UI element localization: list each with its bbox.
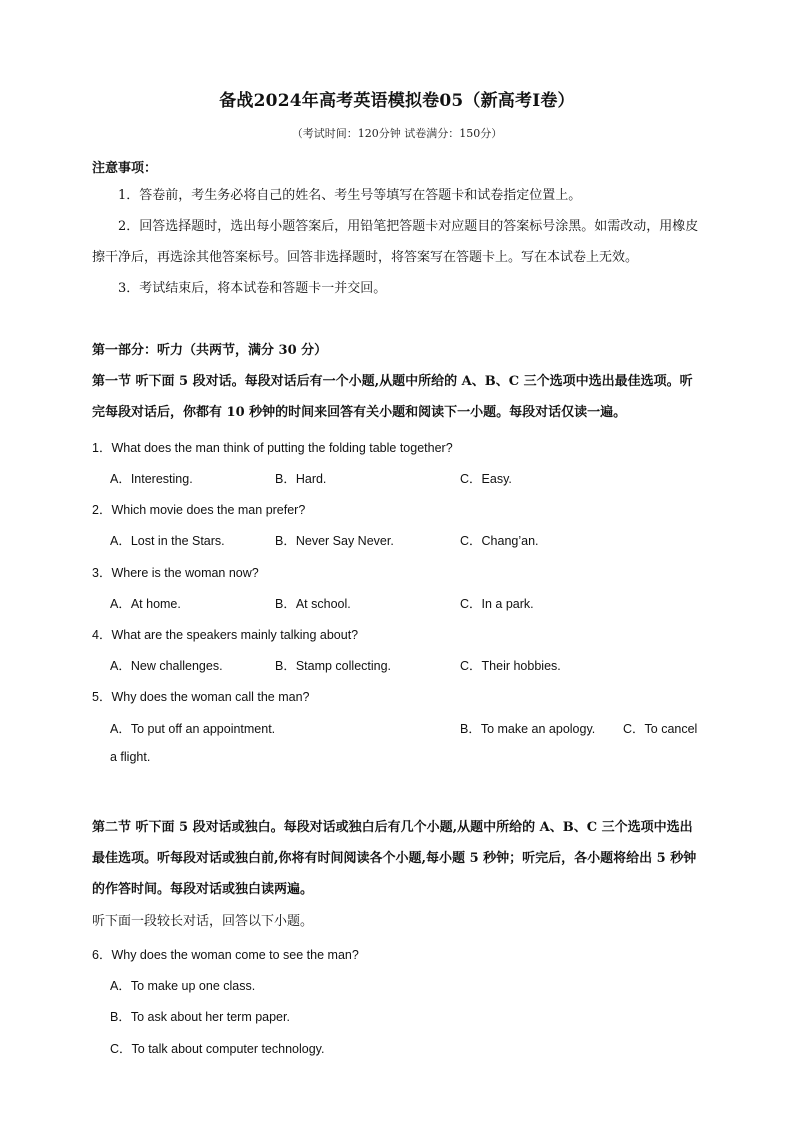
q6-option-b[interactable]: B．To ask about her term paper.: [110, 1010, 290, 1024]
notes-heading: 注意事项：: [92, 161, 158, 176]
q4-option-b[interactable]: B．Stamp collecting.: [275, 659, 392, 673]
question-3: 3．Where is the woman now?: [92, 566, 259, 580]
note-item-3: 3．考试结束后，将本试卷和答题卡一并交回。: [118, 281, 387, 296]
q2-option-b[interactable]: B．Never Say Never.: [275, 534, 394, 548]
q5-option-c-continued: a flight.: [110, 750, 151, 764]
q3-option-c[interactable]: C．In a park.: [460, 597, 534, 611]
question-5: 5．Why does the woman call the man?: [92, 690, 310, 704]
question-2: 2．Which movie does the man prefer?: [92, 503, 306, 517]
q3-option-a[interactable]: A．At home.: [110, 597, 181, 611]
q1-option-b[interactable]: B．Hard.: [275, 472, 327, 486]
section1-instructions: 第一节 听下面 5 段对话。每段对话后有一个小题,从题中所给的 A、B、C 三个选项中选出最佳选项。听完每段对话后，你都有 10 秒钟的时间来回答有关小题和阅读下一小题。每段对话仅读一遍。: [92, 374, 693, 420]
exam-subtitle: （考试时间：120分钟 试卷满分：150分）: [291, 127, 503, 140]
q3-option-b[interactable]: B．At school.: [275, 597, 351, 611]
exam-title: 备战2024年高考英语模拟卷05（新高考I卷）: [219, 91, 575, 111]
q4-option-a[interactable]: A．New challenges.: [110, 659, 223, 673]
question-4: 4．What are the speakers mainly talking about?: [92, 628, 359, 642]
question-1: 1．What does the man think of putting the folding table together?: [92, 441, 453, 455]
note-item-2: 2．回答选择题时，选出每小题答案后，用铅笔把答题卡对应题目的答案标号涂黑。如需改动，用橡皮擦干净后，再选涂其他答案标号。回答非选择题时，将答案写在答题卡上。写在本试卷上无效。: [92, 219, 699, 265]
q4-option-c[interactable]: C．Their hobbies.: [460, 659, 561, 673]
section2-instructions: 第二节 听下面 5 段对话或独白。每段对话或独白后有几个小题,从题中所给的 A、B、C 三个选项中选出最佳选项。听每段对话或独白前,你将有时间阅读各个小题,每小题 5 秒钟；听完后，各小题将给出 5 秒钟的作答时间。每段对话或独白读两遍。: [92, 820, 697, 897]
q6-option-a[interactable]: A．To make up one class.: [110, 979, 256, 993]
q1-option-a[interactable]: A．Interesting.: [110, 472, 193, 486]
q1-option-c[interactable]: C．Easy.: [460, 472, 512, 486]
q5-option-b[interactable]: B．To make an apology.: [460, 722, 596, 736]
q5-option-c[interactable]: C．To cancel: [623, 722, 698, 736]
part1-heading: 第一部分：听力（共两节，满分 30 分）: [92, 343, 328, 358]
question-6: 6．Why does the woman come to see the man?: [92, 948, 359, 962]
section2-sub-instruction: 听下面一段较长对话，回答以下小题。: [92, 914, 314, 929]
q2-option-a[interactable]: A．Lost in the Stars.: [110, 534, 225, 548]
q6-option-c[interactable]: C．To talk about computer technology.: [110, 1042, 325, 1056]
q5-option-a[interactable]: A．To put off an appointment.: [110, 722, 276, 736]
note-item-1: 1．答卷前，考生务必将自己的姓名、考生号等填写在答题卡和试卷指定位置上。: [118, 188, 582, 203]
q2-option-c[interactable]: C．Chang’an.: [460, 534, 539, 548]
